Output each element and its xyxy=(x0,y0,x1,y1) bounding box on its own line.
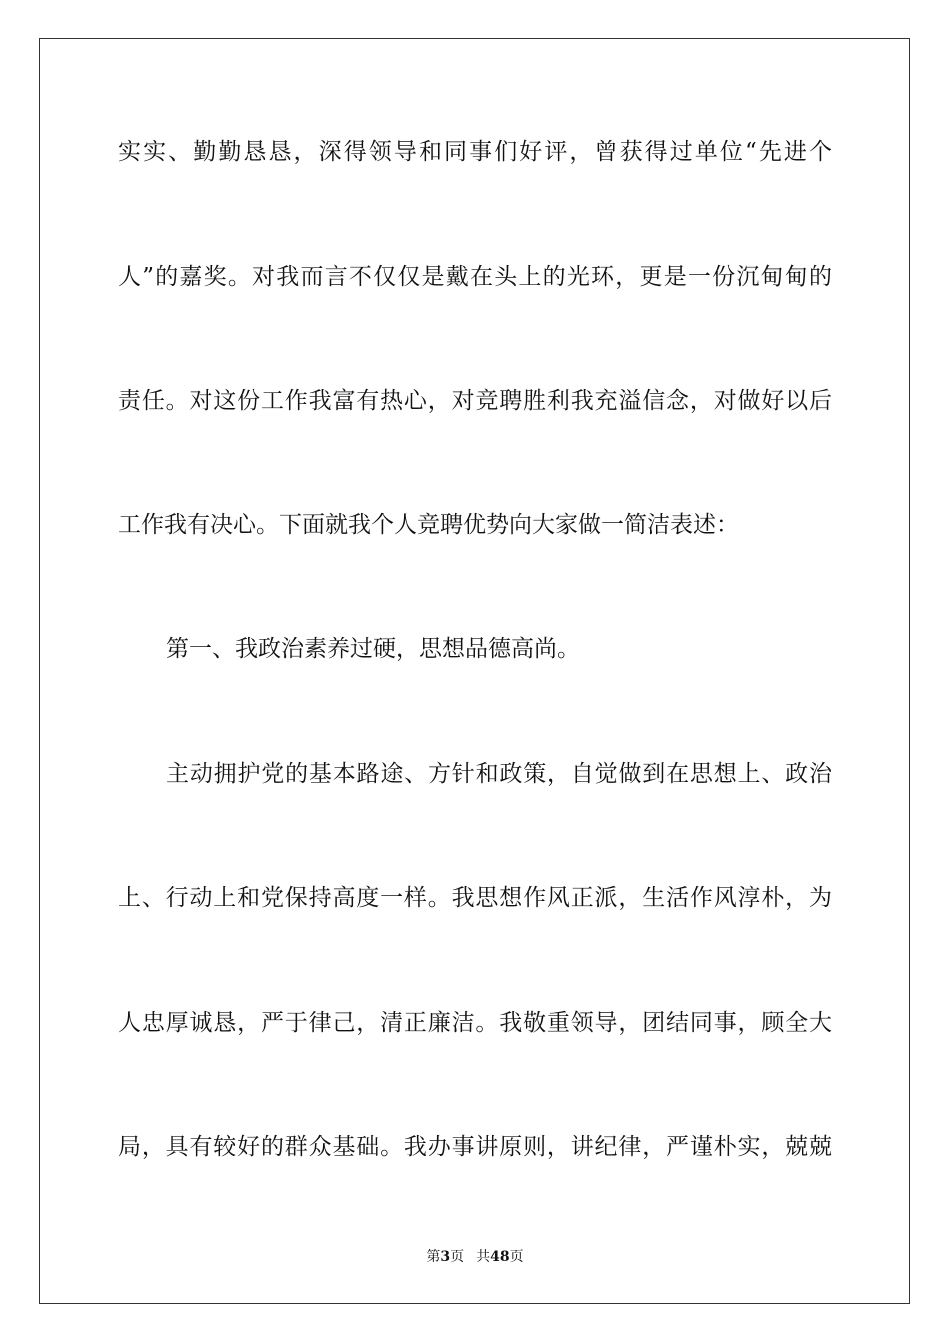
page-footer xyxy=(0,1248,950,1266)
text-line-7: 上、行动上和党保持高度一样。我思想作风正派，生活作风淳朴，为 xyxy=(118,885,832,911)
text-line-8: 人忠厚诚恳，严于律己，清正廉洁。我敬重领导，团结同事，顾全大 xyxy=(118,1010,832,1036)
footer-page-prefix: 第 xyxy=(426,1249,441,1265)
footer-total-pages: 48 xyxy=(490,1249,510,1265)
page-border xyxy=(39,38,910,1304)
text-line-9: 局，具有较好的群众基础。我办事讲原则，讲纪律，严谨朴实，兢兢 xyxy=(118,1134,832,1160)
text-line-2: 人”的嘉奖。对我而言不仅仅是戴在头上的光环，更是一份沉甸甸的 xyxy=(118,264,832,290)
text-line-1: 实实、勤勤恳恳，深得领导和同事们好评，曾获得过单位“先进个 xyxy=(118,139,832,165)
footer-total-prefix: 共 xyxy=(476,1249,491,1265)
footer-total-suffix: 页 xyxy=(509,1249,524,1265)
text-line-3: 责任。对这份工作我富有热心，对竞聘胜利我充溢信念，对做好以后 xyxy=(118,388,832,414)
section-heading-1: 第一、我政治素养过硬，思想品德高尚。 xyxy=(166,636,580,662)
footer-page-suffix: 页 xyxy=(450,1249,465,1265)
text-line-4: 工作我有决心。下面就我个人竞聘优势向大家做一简洁表述： xyxy=(118,512,739,538)
footer-page-number: 3 xyxy=(440,1249,451,1265)
text-line-6: 主动拥护党的基本路途、方针和政策，自觉做到在思想上、政治 xyxy=(166,761,832,787)
